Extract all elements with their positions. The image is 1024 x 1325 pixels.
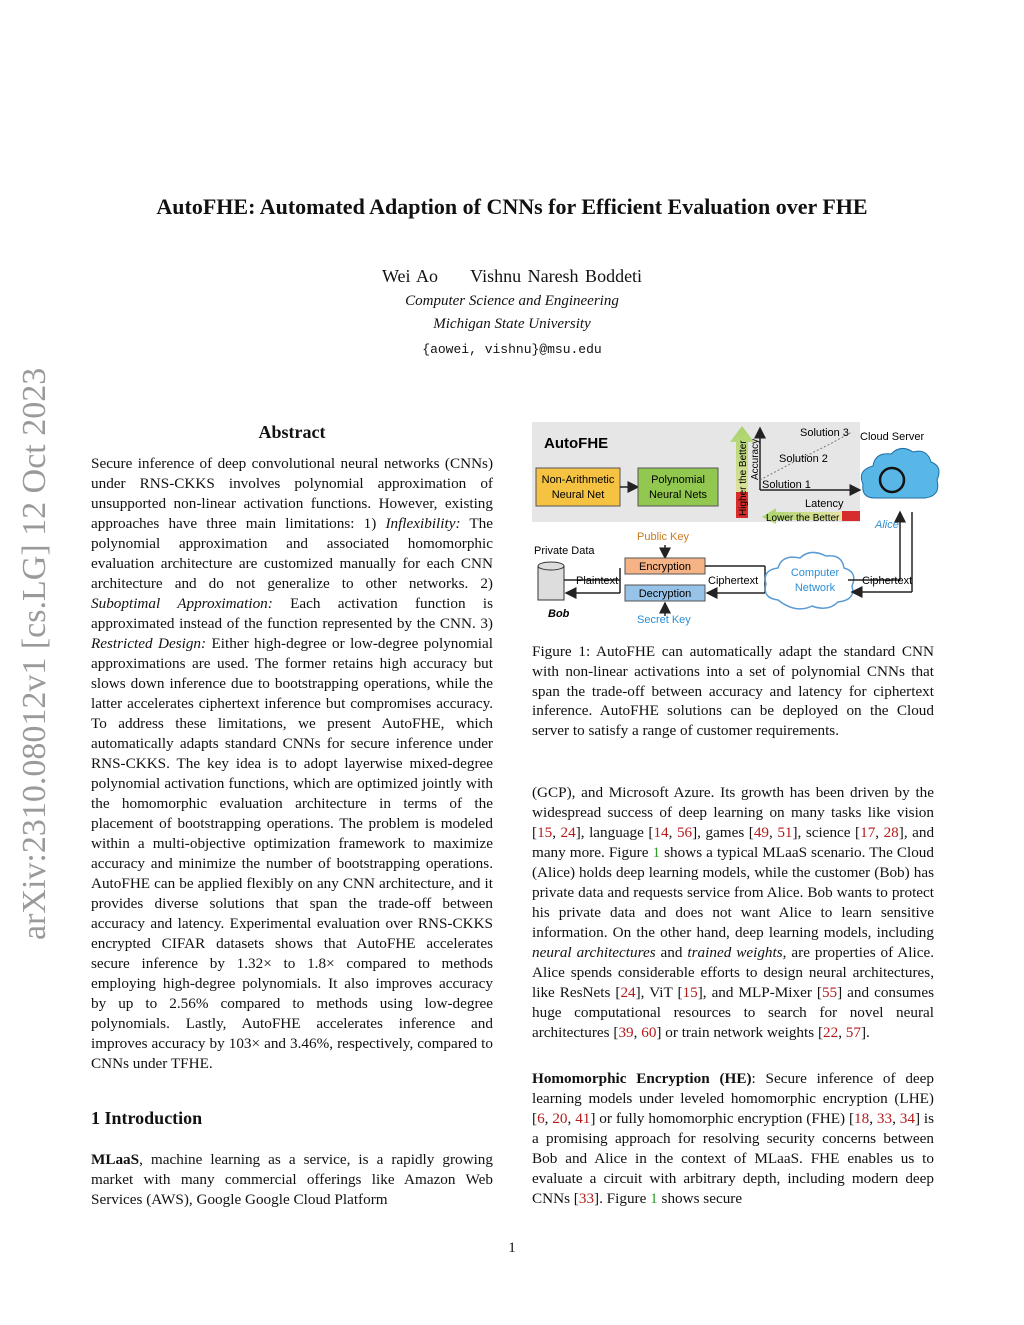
authors: Wei Ao Vishnu Naresh Boddeti bbox=[381, 266, 643, 286]
cloud-server-icon bbox=[861, 448, 939, 498]
mlaas-term: MLaaS bbox=[91, 1151, 140, 1168]
solution-1-label: Solution 1 bbox=[762, 479, 811, 491]
accuracy-axis-label: Accuracy bbox=[750, 438, 761, 480]
encryption-label: Encryption bbox=[639, 561, 691, 573]
figure-1-diagram bbox=[530, 420, 940, 630]
computer-network-label-2: Network bbox=[794, 582, 836, 594]
introduction-heading: 1 Introduction bbox=[91, 1108, 203, 1128]
solution-2-label: Solution 2 bbox=[779, 453, 828, 465]
right-column-paragraph-1: (GCP), and Microsoft Azure. Its growth has been driven by the widespread success of deep learning on many tasks like vision [15, 24], language [14, 56], games [49, 51], science [17, 28], and many more. Figure 1 shows a typical MLaaS scenario. The Cloud (Alice) holds deep learning models, while the customer (Bob) has private data and requests service from Alice. Bob wants to protect his private data and does not want Alice to learn sensitive information. On the other hand, deep learning models, including neural architectures and trained weights, are properties of Alice. Alice spends considerable efforts to design neural architectures, like ResNets [24], ViT [15], and MLP-Mixer [55] and consumes huge computational resources to search for novel neural architectures [39, 60] or train network weights [22, 57]. bbox=[532, 784, 935, 1041]
secret-key-label: Secret Key bbox=[637, 614, 691, 626]
introduction-body: MLaaS, machine learning as a service, is a rapidly growing market with many commercial offerings like Amazon Web Services (AWS), Google Google Cloud Platform bbox=[91, 1151, 493, 1208]
right-column-paragraph-2: Homomorphic Encryption (HE): Secure inference of deep learning models under leveled homomorphic encryption (LHE) [6, 20, 41] or fully homomorphic encryption (FHE) [18, 33, 34] is a promising approach for resolving security concerns between Bob and Alice in the context of MLaaS. FHE enables us to evaluate a circuit with arbitrary depth, including modern deep CNNs [33]. Figure 1 shows secure bbox=[532, 1070, 934, 1207]
latency-axis-label: Latency bbox=[805, 498, 844, 510]
figure-1-link[interactable]: 1 bbox=[652, 844, 661, 861]
bob-label: Bob bbox=[548, 608, 570, 620]
abstract-heading: Abstract bbox=[258, 422, 326, 442]
paper-title: AutoFHE: Automated Adaption of CNNs for Efficient Evaluation over FHE bbox=[156, 194, 868, 219]
affiliation-department: Computer Science and Engineering bbox=[405, 293, 619, 309]
author-email: {aowei, vishnu}@msu.edu bbox=[422, 342, 602, 357]
ciphertext-right-label: Ciphertext bbox=[862, 575, 913, 587]
public-key-label: Public Key bbox=[637, 531, 689, 543]
non-arithmetic-label: Non-Arithmetic bbox=[541, 474, 615, 486]
neural-net-label: Neural Net bbox=[551, 489, 605, 501]
decryption-label: Decryption bbox=[638, 588, 692, 600]
abstract-body: Secure inference of deep convolutional neural networks (CNNs) under RNS-CKKS involves polynomial approximation of unsupported non-linear activation functions. However, existing approaches have three main limitations: 1) Inflexibility: The polynomial approximation and associated homomorphic evaluation architecture are customized manually for each CNN architecture and do not generalize to other networks. 2) Suboptimal Approximation: Each activation function is approximated instead of the function represented by the CNN. 3) Restricted Design: Either high-degree or low-degree polynomial approximations are used. The former retains high accuracy but slows down inference due to bootstrapping operations, while the latter accelerates ciphertext inference but compromises accuracy. To address these limitations, we present AutoFHE, which automatically adapts standard CNNs for secure inference under RNS-CKKS. The key idea is to adopt layerwise mixed-degree polynomial activation functions, which are optimized jointly with the homomorphic evaluation architecture in terms of the placement of bootstrapping operations. The problem is modeled within a multi-objective optimization framework to maximize accuracy and minimize the number of bootstrapping operations. AutoFHE can be applied flexibly on any CNN architecture, and it provides diverse solutions that span the trade-off between accuracy and latency. Experimental evaluation over RNS-CKKS encrypted CIFAR datasets shows that AutoFHE accelerates secure inference by 1.32× to 1.8× compared to methods employing high-degree polynomials. It also improves accuracy by up to 2.56% compared to methods using low-degree polynomials. Lastly, AutoFHE accelerates inference and improves accuracy by 103× and 3.46%, respectively, compared to CNNs under TFHE. bbox=[91, 455, 493, 1072]
higher-better-label: Higher the Better bbox=[738, 440, 749, 516]
solution-3-label: Solution 3 bbox=[800, 427, 849, 439]
page-number: 1 bbox=[508, 1240, 516, 1256]
he-term: Homomorphic Encryption (HE) bbox=[532, 1070, 752, 1087]
neural-nets-label: Neural Nets bbox=[648, 489, 708, 501]
private-data-label: Private Data bbox=[534, 545, 595, 557]
ciphertext-left-label: Ciphertext bbox=[708, 575, 759, 587]
figure-1-caption: Figure 1: AutoFHE can automatically adapt the standard CNN with non-linear activations into a set of polynomial CNNs that span the trade-off between accuracy and latency for ciphertext inference. AutoFHE solutions can be deployed on the Cloud server to satisfy a range of customer requirements. bbox=[532, 643, 934, 740]
plaintext-label: Plaintext bbox=[576, 575, 619, 587]
limit3-label: Restricted Design: bbox=[91, 635, 207, 652]
bob-database-icon bbox=[538, 566, 564, 600]
affiliation-university: Michigan State University bbox=[433, 316, 591, 332]
limit1-label: Inflexibility: bbox=[385, 515, 461, 532]
computer-network-label-1: Computer bbox=[790, 567, 840, 579]
autofhe-label: AutoFHE bbox=[544, 435, 609, 452]
limit2-label: Suboptimal Approximation: bbox=[91, 595, 273, 612]
figure-1-link-2[interactable]: 1 bbox=[650, 1190, 658, 1207]
arxiv-identifier: arXiv:2310.08012v1 [cs.LG] 12 Oct 2023 bbox=[16, 367, 53, 940]
cloud-server-label: Cloud Server bbox=[860, 431, 925, 443]
lower-better-label: Lower the Better bbox=[766, 513, 840, 524]
alice-label: Alice bbox=[875, 519, 899, 531]
polynomial-label: Polynomial bbox=[651, 474, 705, 486]
computer-network-cloud-icon bbox=[765, 552, 854, 608]
